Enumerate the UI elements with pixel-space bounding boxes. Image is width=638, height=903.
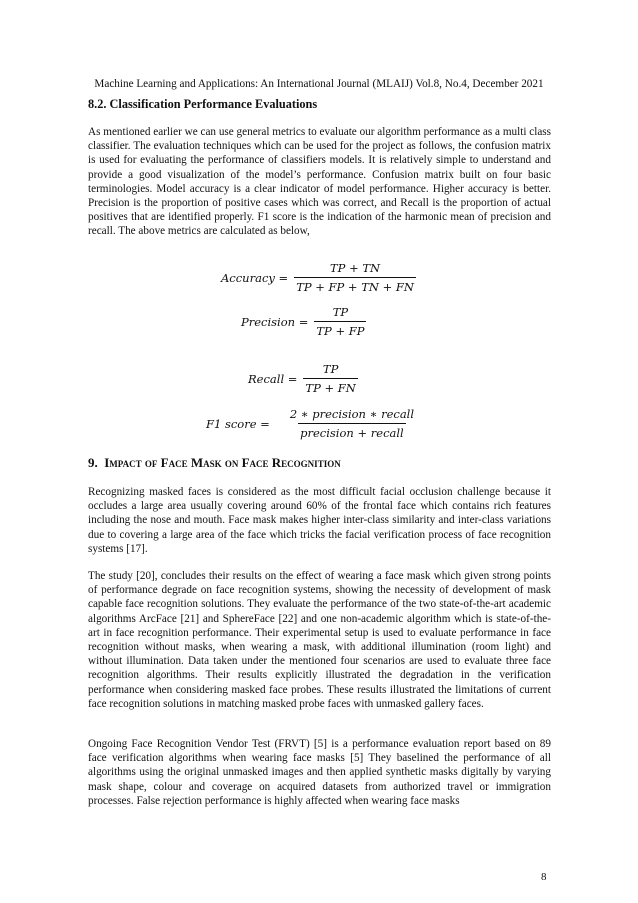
section-heading-8-2: 8.2. Classification Performance Evaluations [88,97,318,111]
formula-accuracy-denominator: TP + FP + TN + FN [294,277,416,294]
section-9-number: 9. [88,455,98,470]
formula-accuracy [221,261,416,294]
paragraph-masked-faces: Recognizing masked faces is considered as the most difficult facial occlusion challenge because it occludes a large area usually covering around 60% of the frontal face which contains rich features including the nose and mouth. Face mask makes higher inter-class similarity and inter-class variations due to covering a large area of the face which tricks the facial verification process of face recognition systems [17]. [88,486,551,555]
section-9-title: Impact of Face Mask on Face Recognition [104,455,341,470]
formula-accuracy-numerator: TP + TN [330,261,381,275]
running-header: Machine Learning and Applications: An International Journal (MLAIJ) Vol.8, No.4, December 2021 [94,78,544,90]
paragraph-classification: As mentioned earlier we can use general metrics to evaluate our algorithm performance as a multi class classifier. The evaluation techniques which can be used for the project as follows, the confusion matrix is used for evaluating the performance of classifiers models. It is relatively simple to understand and provide a good visualization of the model’s performance. Confusion matrix built on four basic terminologies. Model accuracy is a clear indicator of model performance. Higher accuracy is better. Precision is the proportion of positive cases which was correct, and Recall is the proportion of actual positives that are identified properly. F1 score is the indication of the harmonic mean of precision and recall. The above metrics are calculated as below, [88,126,551,238]
formula-precision [241,305,366,338]
formula-recall [248,362,358,395]
section-heading-9 [88,455,341,471]
formula-recall-denominator: TP + FN [303,378,357,395]
formula-f1-lhs: F1 score = [206,416,270,431]
formula-f1-denominator: precision + recall [298,423,406,440]
paragraph-frvt: Ongoing Face Recognition Vendor Test (FRVT) [5] is a performance evaluation report based on 89 face verification algorithms when wearing face masks [5] They baselined the performance of all algorithms using the original unmasked images and then applied synthetic masks digitally by varying mask shape, colour and coverage on acquired datasets from authorized travel or immigration processes. False rejection performance is highly affected when wearing face masks [88,738,551,807]
formula-f1-score [206,407,416,440]
formula-recall-numerator: TP [322,362,339,376]
formula-accuracy-lhs: Accuracy = [221,270,289,285]
formula-precision-numerator: TP [332,305,349,319]
formula-recall-lhs: Recall = [248,371,298,386]
formula-precision-lhs: Precision = [241,314,309,329]
page-number: 8 [541,871,547,883]
formula-precision-denominator: TP + FP [314,321,366,338]
paragraph-study-20: The study [20], concludes their results on the effect of wearing a face mask which given strong points of performance degrade on face recognition systems, showing the necessity of development of mask capable face recognition solutions. They evaluate the performance of the two state-of-the-art academic algorithms ArcFace [21] and SphereFace [22] and one non-academic algorithm which is state-of-the-art in face recognition performance. Their experimental setup is used to evaluate performance in face recognition without masks, when wearing a mask, with additional illumination (room light) and without illumination. Data taken under the mentioned four scenarios are used to evaluate three face recognition algorithms. Their results explicitly illustrated the degradation in the verification performance when considering masked face probes. These results illustrated the limitations of current face recognition solutions in matching masked probe faces with unmasked gallery faces. [88,570,551,710]
formula-f1-numerator: 2 ∗ precision ∗ recall [289,407,415,421]
